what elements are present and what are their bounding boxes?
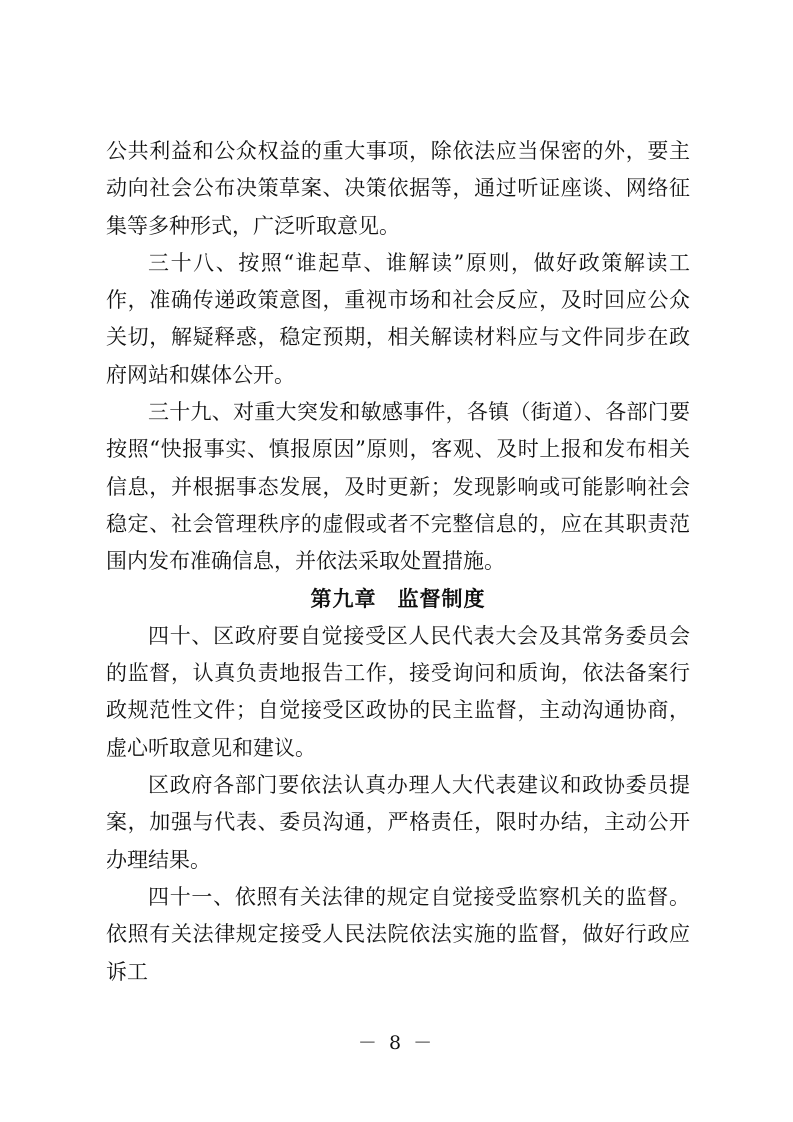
chapter-number: 第九章: [310, 586, 377, 611]
paragraph-article-41: 四十一、依照有关法律的规定自觉接受监察机关的监督。依照有关法律规定接受人民法院依法实施的监督，做好行政应诉工: [106, 884, 690, 984]
chapter-title: 监督制度: [397, 586, 486, 611]
paragraph-article-38: 三十八、按照“谁起草、谁解读”原则，做好政策解读工作，准确传递政策意图，重视市场和社会反应，及时回应公众关切，解疑释惑，稳定预期，相关解读材料应与文件同步在政府网站和媒体公开。: [106, 250, 690, 387]
paragraph-article-40: 四十、区政府要自觉接受区人民代表大会及其常务委员会的监督，认真负责地报告工作，接受询问和质询，依法备案行政规范性文件；自觉接受区政协的民主监督，主动沟通协商，虚心听取意见和建议。: [106, 623, 690, 760]
paragraph-departments: 区政府各部门要依法认真办理人大代表建议和政协委员提案，加强与代表、委员沟通，严格责任，限时办结，主动公开办理结果。: [106, 773, 690, 872]
page-number: － 8 －: [357, 1032, 436, 1054]
paragraph-continuation: 公共利益和公众权益的重大事项，除依法应当保密的外，要主动向社会公布决策草案、决策依据等，通过听证座谈、网络征集等多种形式，广泛听取意见。: [106, 139, 690, 238]
chapter-heading: [106, 581, 690, 618]
paragraph-article-39: 三十九、对重大突发和敏感事件，各镇（街道）、各部门要按照“快报事实、慎报原因”原则，客观、及时上报和发布相关信息，并根据事态发展，及时更新；发现影响或可能影响社会稳定、社会管理秩序的虚假或者不完整信息的，应在其职责范围内发布准确信息，并依法采取处置措施。: [106, 400, 690, 574]
document-body: [106, 133, 690, 991]
